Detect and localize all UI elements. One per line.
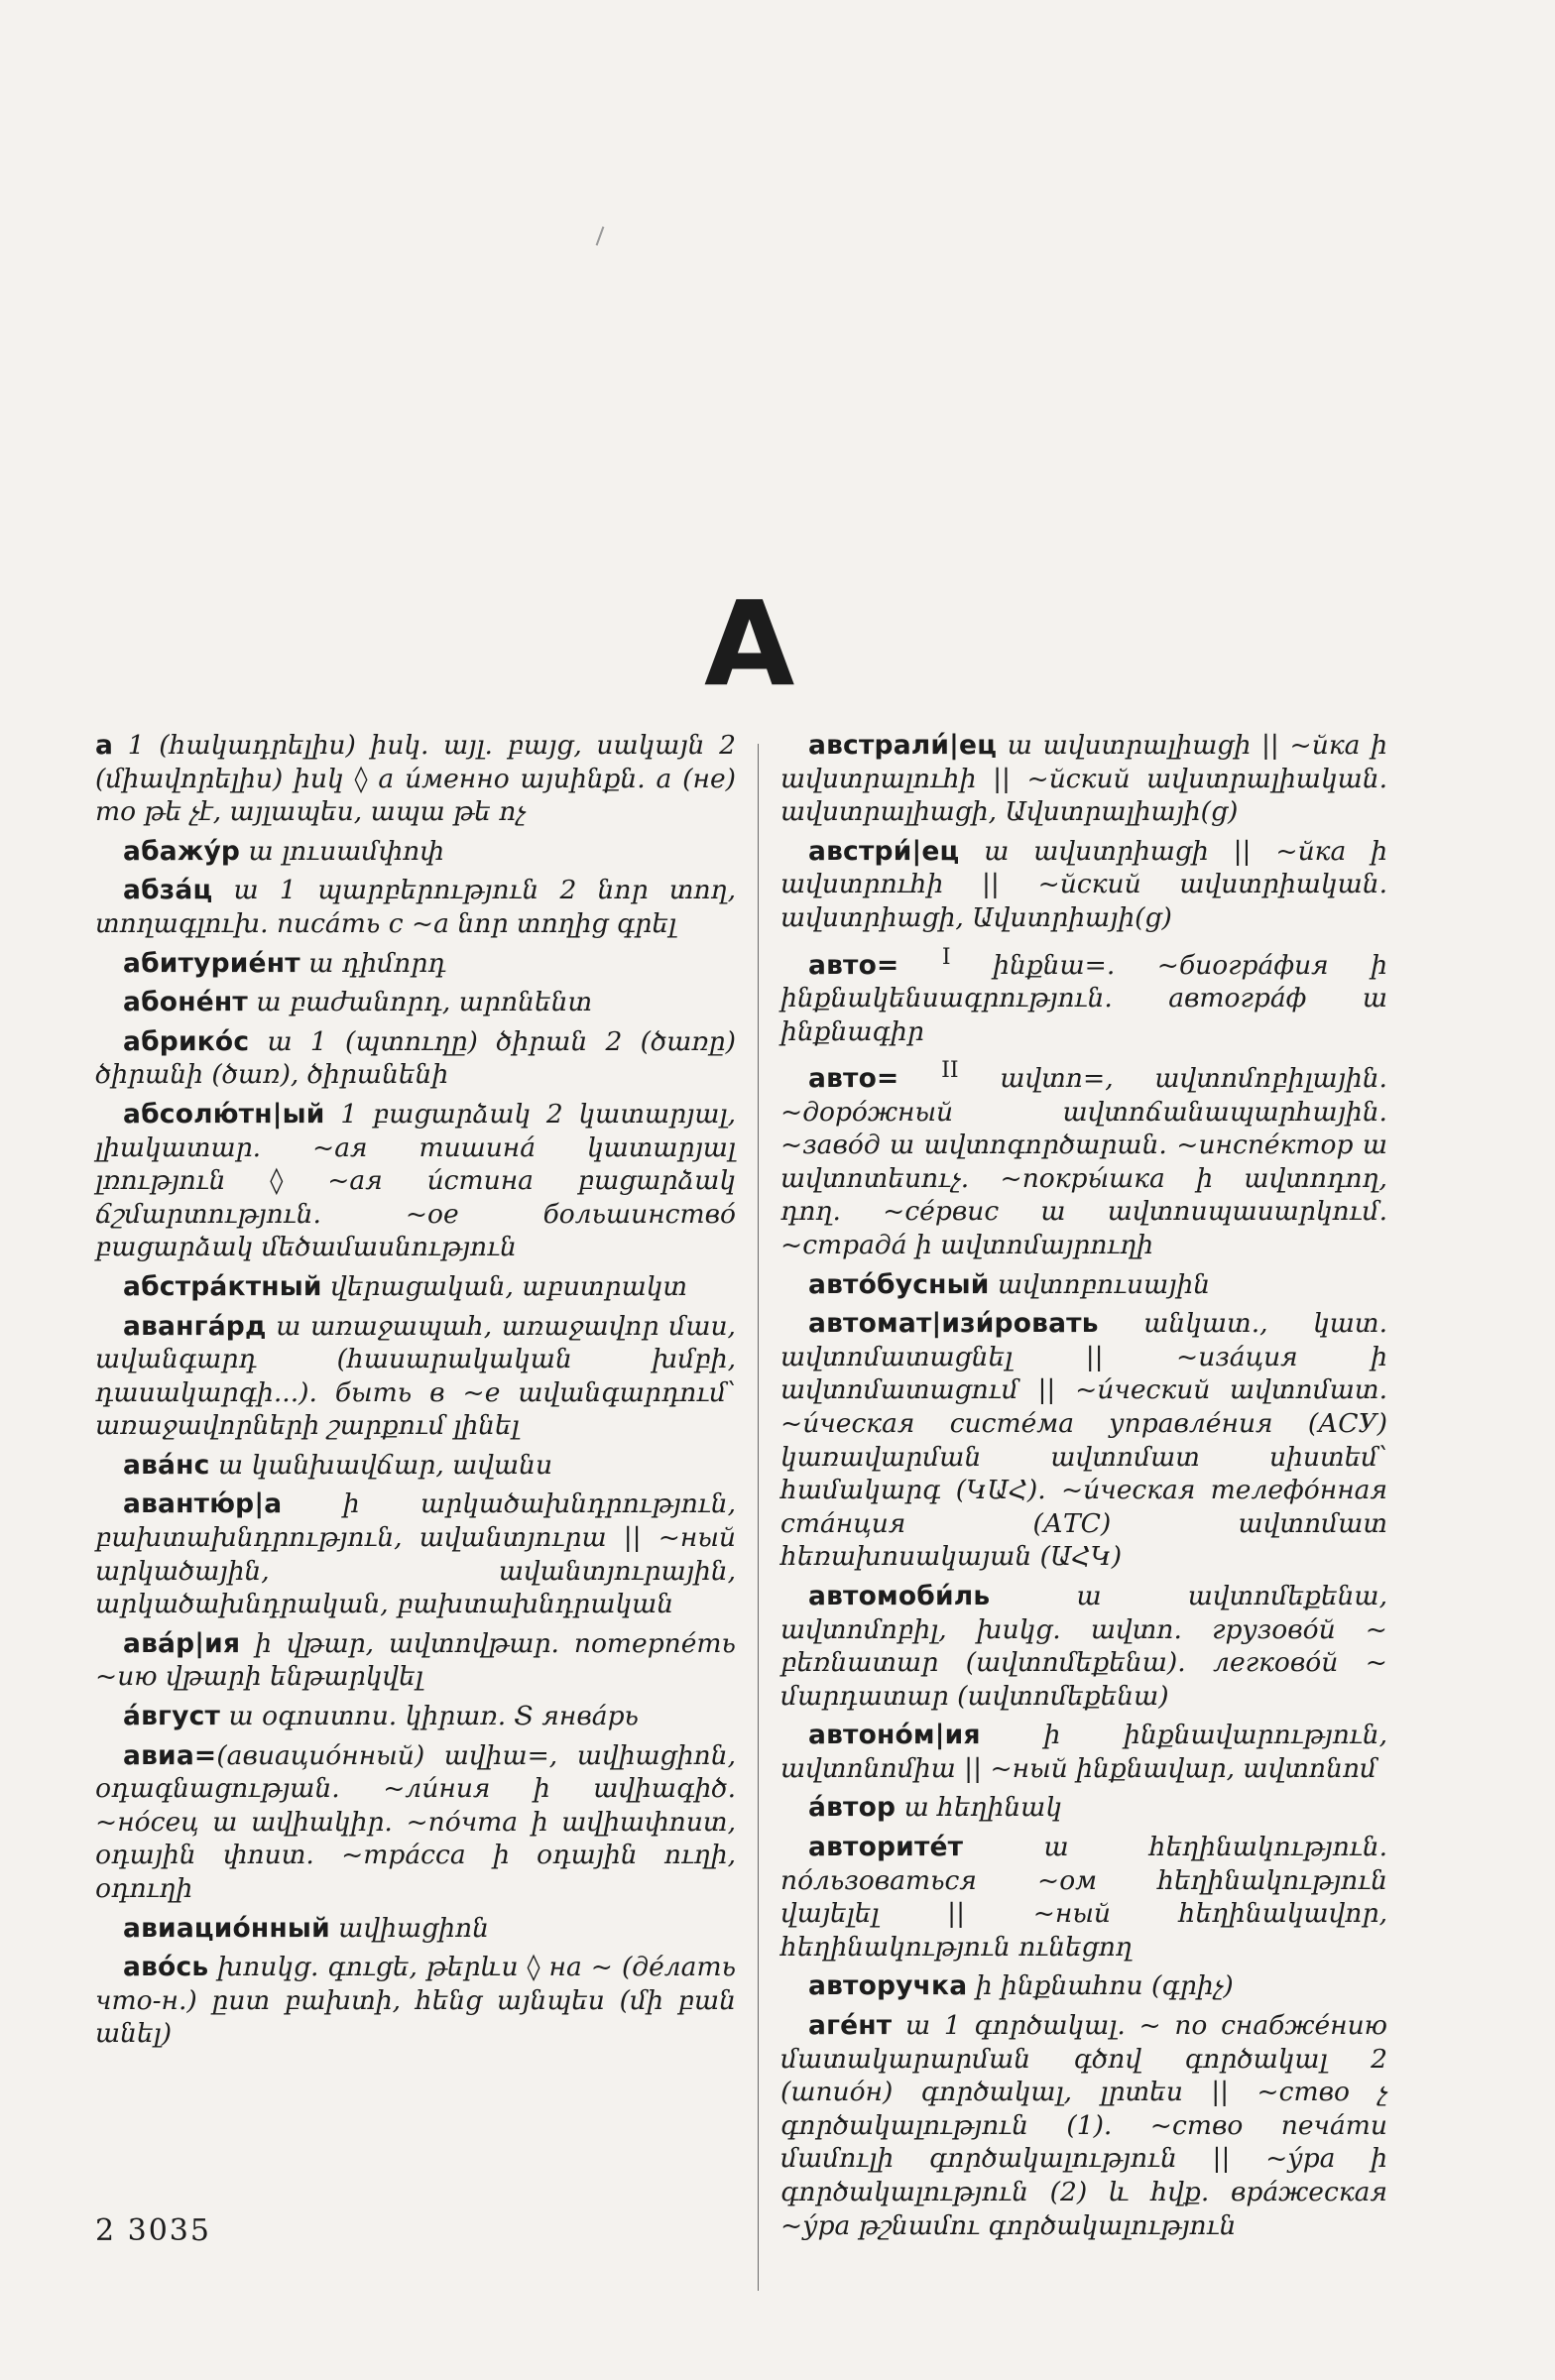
entry-headword: абза́ц <box>123 875 213 906</box>
dictionary-entry <box>95 835 736 869</box>
dictionary-entry <box>95 1488 736 1620</box>
section-letter: А <box>704 575 795 712</box>
entry-headword: абитурие́нт <box>123 947 300 979</box>
dictionary-entry <box>95 729 736 829</box>
dictionary-entry <box>95 1449 736 1483</box>
stray-mark <box>596 226 605 245</box>
entry-definition: 1 (հակադրելիս) իսկ. այլ. բայց, սակայն 2 (միավորելիս) իսկ ◊ а и́менно այսինքն. а (не) то թե չէ, այլապես, ապա թե ոչ <box>95 730 736 828</box>
dictionary-entry <box>780 1791 1387 1825</box>
entry-headword: а́втор <box>808 1792 897 1824</box>
dictionary-entry <box>780 1719 1387 1785</box>
dictionary-entry <box>95 1951 736 2051</box>
entry-headword: авторучка <box>808 1970 968 2002</box>
entry-definition: ա 1 գործակալ. ~ по снабже́нию մատակարարման գծով գործակալ 2 (шпио́н) գործակալ, լրտես || ~ство չ գործակալություն (1). ~ство печа́ти մամուլի գործակալություն || ~у́ра ի գործակալություն (2) և հվք. вра́жеская ~у́ра թշնամու գործակալություն <box>780 2010 1387 2241</box>
dictionary-entry <box>780 1268 1387 1302</box>
entry-headword: авто́бусный <box>808 1268 990 1300</box>
dictionary-entry <box>95 1739 736 1906</box>
dictionary-entry <box>780 1969 1387 2003</box>
dictionary-entry <box>780 1831 1387 1964</box>
entry-headword: автомат|изи́ровать <box>808 1308 1099 1340</box>
entry-definition: ի ինքնավարություն, ավտոնոմիա || ~ный ինքնավար, ավտոնոմ <box>780 1720 1387 1784</box>
entry-definition: ինքնա=. ~биогра́фия ի ինքնակենսագրություն. автогра́ф ա ինքնագիր <box>780 949 1387 1047</box>
dictionary-entry <box>780 1307 1387 1574</box>
entry-headword: аванга́рд <box>123 1310 267 1342</box>
entry-definition: ա հեղինակություն. по́льзоваться ~ом հեղինակություն վայելել || ~ный հեղինակավոր, հեղինակություն ունեցող <box>780 1832 1387 1963</box>
entry-definition: 1 բացարձակ 2 կատարյալ, լիակատար. ~ая тишина́ կատարյալ լռություն ◊ ~ая и́стина բացարձակ ճշմարտություն. ~ое большинство́ բացարձակ մեծամասնություն <box>95 1098 736 1263</box>
dictionary-entry <box>95 986 736 1019</box>
entry-definition: անկատ., կատ. ավտոմատացնել || ~иза́ция ի ավտոմատացում || ~и́ческий ավտոմատ. ~и́ческая систе́ма управле́ния (АСУ) կառավարման ավտոմատ սիստեմ՝ համակարգ (ԿԱՀ). ~и́ческая телефо́нная ста́нция (АТС) ավտոմատ հեռախոսակայան (ԱՀԿ) <box>780 1308 1387 1573</box>
entry-headword: авторите́т <box>808 1832 964 1863</box>
entry-definition: ի վթար, ավտովթար. потерпе́ть ~ию վթարի ենթարկվել <box>95 1627 736 1693</box>
dictionary-entry <box>95 874 736 940</box>
entry-definition: ա օգոստոս. կիրառ. Տ янва́рь <box>220 1701 639 1732</box>
entry-definition: ա դիմորդ <box>299 947 446 979</box>
dictionary-entry <box>780 1054 1387 1261</box>
entry-headword: абрико́с <box>123 1025 250 1057</box>
column-divider <box>758 744 759 2291</box>
entry-headword: авиа= <box>123 1739 217 1771</box>
dictionary-entry <box>95 1098 736 1264</box>
dictionary-entry <box>780 941 1387 1049</box>
entry-definition: ա ավտոմեքենա, ավտոմոբիլ, խսկց. ավտո. грузово́й ~ բեռնատար (ավտոմեքենա). легково́й ~ մարդատար (ավտոմեքենա) <box>780 1580 1387 1712</box>
entry-definition: ա լուսամփոփ <box>240 835 444 867</box>
entry-headword: абсолю́тн|ый <box>123 1098 325 1130</box>
entry-headword: абажу́р <box>123 835 241 867</box>
entry-headword: авантю́р|а <box>123 1488 283 1520</box>
entry-headword: автоно́м|ия <box>808 1720 981 1751</box>
entry-headword: ава́р|ия <box>123 1627 241 1659</box>
entry-definition: ա առաջապահ, առաջավոր մաս, ավանգարդ (հասարակական խմբի, դասակարգի...). быть в ~е ավանգարդում՝ առաջավորների շարքում լինել <box>95 1310 736 1442</box>
entry-definition: վերացական, աբստրակտ <box>321 1270 688 1302</box>
entry-definition: ա 1 պարբերություն 2 նոր տող, տողագլուխ. писа́ть с ~а նոր տողից գրել <box>95 875 736 939</box>
dictionary-entry <box>780 2009 1387 2242</box>
entry-definition: ա ավստրիացի || ~йка ի ավստրուհի || ~йский ավստրիական. ավստրիացի, Ավստրիայի(ց) <box>780 835 1387 933</box>
entry-headword: австрали́|ец <box>808 730 998 761</box>
entry-definition: ավտոբուսային <box>989 1268 1211 1300</box>
dictionary-entry <box>95 1270 736 1304</box>
entry-headword: автомоби́ль <box>808 1580 991 1611</box>
entry-homonym-number: I <box>941 944 951 970</box>
entry-headword: авто= <box>808 949 942 981</box>
page-footer: 2 3035 <box>95 2213 211 2248</box>
entry-headword: абоне́нт <box>123 987 248 1018</box>
entry-headword: ава́нс <box>123 1449 210 1481</box>
dictionary-entry <box>780 1580 1387 1713</box>
entry-definition: ի ինքնահոս (գրիչ) <box>967 1970 1234 2002</box>
entry-headword: авто= <box>808 1063 942 1094</box>
dictionary-entry <box>95 1025 736 1092</box>
dictionary-entry <box>95 1700 736 1733</box>
entry-definition: ա 1 (պտուղը) ծիրան 2 (ծառը) ծիրանի (ծառ), ծիրանենի <box>95 1025 736 1091</box>
entry-definition: ա կանխավճար, ավանս <box>209 1449 553 1481</box>
entry-headword: а́вгуст <box>123 1701 221 1732</box>
entry-headword: аге́нт <box>808 2010 893 2042</box>
dictionary-entry <box>95 1627 736 1694</box>
right-column <box>780 729 1387 2248</box>
entry-headword: австри́|ец <box>808 835 960 867</box>
entry-homonym-number: II <box>941 1058 959 1084</box>
entry-definition: ավտո=, ավտոմոբիլային. ~доро́жный ավտոճանապարհային. ~заво́д ա ավտոգործարան. ~инспе́ктор ա ավտոտեսուչ. ~покры́шка ի ավտոդող, դող. ~се́рвис ա ավտոսպասարկում. ~страда́ ի ավտոմայրուղի <box>780 1063 1387 1260</box>
entry-headword: авиацио́нный <box>123 1912 330 1944</box>
entry-definition: խոսկց. գուցե, թերևս ◊ на ~ (де́лать что-н.) ըստ բախտի, հենց այնպես (մի բան անել) <box>95 1952 736 2050</box>
entry-headword: абстра́ктный <box>123 1270 322 1302</box>
left-column <box>95 729 736 2057</box>
entry-definition: ի արկածախնդրություն, բախտախնդրություն, ավանտյուրա || ~ный արկածային, ավանտյուրային, արկածախնդրական, բախտախնդրական <box>95 1488 736 1620</box>
dictionary-entry <box>95 1310 736 1443</box>
dictionary-entry <box>95 947 736 981</box>
entry-definition: (авиацио́нный) ավիա=, ավիացիոն, օդագնացության. ~ли́ния ի ավիագիծ. ~но́сец ա ավիակիր. ~по́чта ի ավիափոստ, օդային փոստ. ~тра́сса ի օդային ուղի, օդուղի <box>95 1739 736 1904</box>
dictionary-entry <box>780 729 1387 829</box>
entry-definition: ա ավստրալիացի || ~йка ի ավստրալուհի || ~йский ավստրալիական. ավստրալիացի, Ավստրալիայի(ց) <box>780 730 1387 828</box>
entry-definition: ավիացիոն <box>329 1912 489 1944</box>
entry-headword: аво́сь <box>123 1952 209 1983</box>
dictionary-entry <box>780 835 1387 935</box>
dictionary-entry <box>95 1912 736 1946</box>
entry-headword: а <box>95 730 114 761</box>
entry-definition: ա բաժանորդ, արոնենտ <box>247 987 593 1018</box>
entry-definition: ա հեղինակ <box>896 1792 1062 1824</box>
